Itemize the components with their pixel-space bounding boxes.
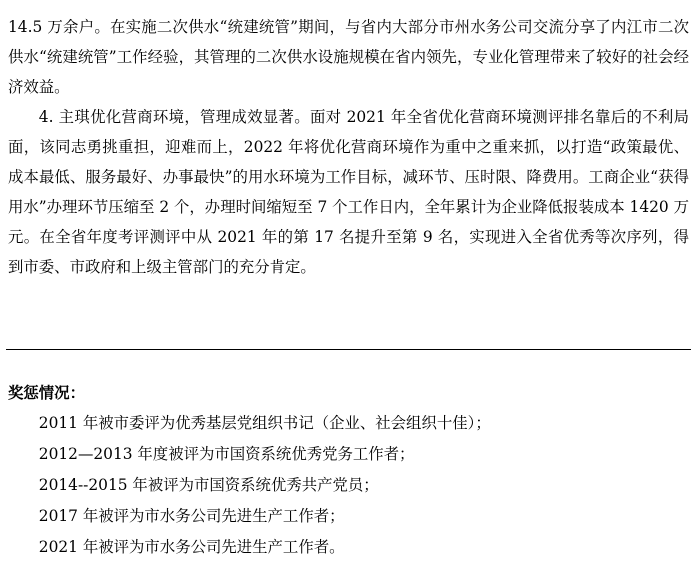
awards-heading: 奖惩情况： xyxy=(8,384,85,402)
paragraph-item-4: 4. 主琪优化营商环境，管理成效显著。面对 2021 年全省优化营商环境测评排名靠后的不利局面，该同志勇挑重担，迎难而上，2022 年将优化营商环境作为重中之重来抓，以打造“政策最优、成本最低、服务最好、办事最快”的用水环境为工作目标，减环节、压时限、降费用。工商企业“获得用水”办理环节压缩至 2 个，办理时间缩短至 7 个工作日内，全年累计为企业降低报装成本 1420 万元。在全省年度考评测评中从 2021 年的第 17 名提升至第 9 名，实现进入全省优秀等次序列，得到市委、市政府和上级主管部门的充分肯定。 xyxy=(8,108,689,276)
award-item: 2021 年被评为市水务公司先进生产工作者。 xyxy=(38,538,345,556)
award-item: 2011 年被市委评为优秀基层党组织书记（企业、社会组织十佳）； xyxy=(38,414,491,432)
awards-block xyxy=(8,378,689,563)
section-divider xyxy=(6,349,691,350)
paragraph-continuation: 14.5 万余户。在实施二次供水“统建统管”期间，与省内大部分市州水务公司交流分享了内江市二次供水“统建统管”工作经验，其管理的二次供水设施规模在省内领先，专业化管理带来了较好的社会经济效益。 xyxy=(8,18,689,96)
award-item: 2017 年被评为市水务公司先进生产工作者； xyxy=(38,507,345,525)
award-item: 2014--2015 年被评为市国资系统优秀共产党员； xyxy=(38,476,379,494)
award-item: 2012—2013 年度被评为市国资系统优秀党务工作者； xyxy=(38,445,415,463)
body-text-block xyxy=(8,12,689,282)
